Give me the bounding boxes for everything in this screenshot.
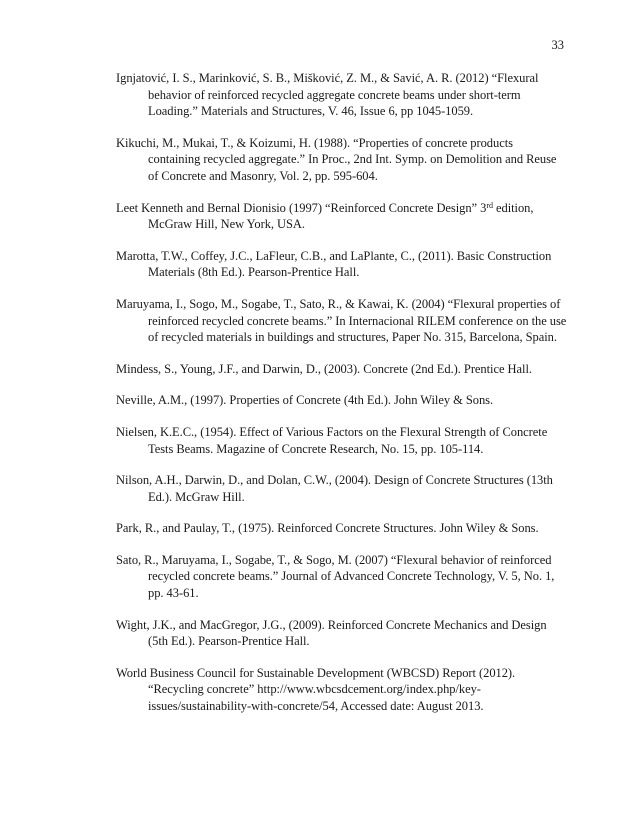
reference-entry: Wight, J.K., and MacGregor, J.G., (2009). Reinforced Concrete Mechanics and Design (5th Ed.). Pearson-Prentice Hall. <box>116 617 547 649</box>
reference-entry: Mindess, S., Young, J.F., and Darwin, D., (2003). Concrete (2nd Ed.). Prentice Hall. <box>116 361 532 376</box>
reference-list <box>116 70 568 730</box>
reference-entry: Kikuchi, M., Mukai, T., & Koizumi, H. (1988). “Properties of concrete products containing recycled aggregate.” In Proc., 2nd Int. Symp. on Demolition and Reuse of Concrete and Masonry, Vol. 2, pp. 595-604. <box>116 135 557 183</box>
reference-entry: Nilson, A.H., Darwin, D., and Dolan, C.W., (2004). Design of Concrete Structures (13th Ed.). McGraw Hill. <box>116 473 553 504</box>
reference-entry: Maruyama, I., Sogo, M., Sogabe, T., Sato, R., & Kawai, K. (2004) “Flexural properties of reinforced recycled concrete beams.” In Internacional RILEM conference on the use of recycled materials in buildings and structures, Paper No. 315, Barcelona, Spain. <box>116 296 567 345</box>
reference-entry: Ignjatović, I. S., Marinković, S. B., Mišković, Z. M., & Savić, A. R. (2012) “Flexural behavior of reinforced recycled aggregate concrete beams under short-term Loading.” Materials and Structures, V. 46, Issue 6, pp 1045-1059. <box>116 71 539 119</box>
reference-entry: Nielsen, K.E.C., (1954). Effect of Various Factors on the Flexural Strength of Concrete Tests Beams. Magazine of Concrete Research, No. 15, pp. 105-114. <box>116 424 548 456</box>
reference-entry: World Business Council for Sustainable Development (WBCSD) Report (2012). “Recycling concrete” http://www.wbcsdcement.org/index.php/key-issues/sustainability-with-concrete/54, Accessed date: August 2013. <box>116 665 516 714</box>
page-number: 33 <box>551 38 564 52</box>
reference-entry: Park, R., and Paulay, T., (1975). Reinforced Concrete Structures. John Wiley & Sons. <box>116 521 539 536</box>
reference-entry <box>116 200 568 233</box>
reference-text: Leet Kenneth and Bernal Dionisio (1997) “Reinforced Concrete Design” 3 <box>116 200 487 215</box>
reference-text: edition, McGraw Hill, New York, USA. <box>148 200 534 232</box>
reference-entry: Marotta, T.W., Coffey, J.C., LaFleur, C.B., and LaPlante, C., (2011). Basic Construction Materials (8th Ed.). Pearson-Prentice Hall. <box>116 248 552 280</box>
reference-superscript: rd <box>486 200 493 210</box>
reference-entry: Neville, A.M., (1997). Properties of Concrete (4th Ed.). John Wiley & Sons. <box>116 393 494 408</box>
reference-entry: Sato, R., Maruyama, I., Sogabe, T., & Sogo, M. (2007) “Flexural behavior of reinforced recycled concrete beams.” Journal of Advanced Concrete Technology, V. 5, No. 1, pp. 43-61. <box>116 552 555 601</box>
